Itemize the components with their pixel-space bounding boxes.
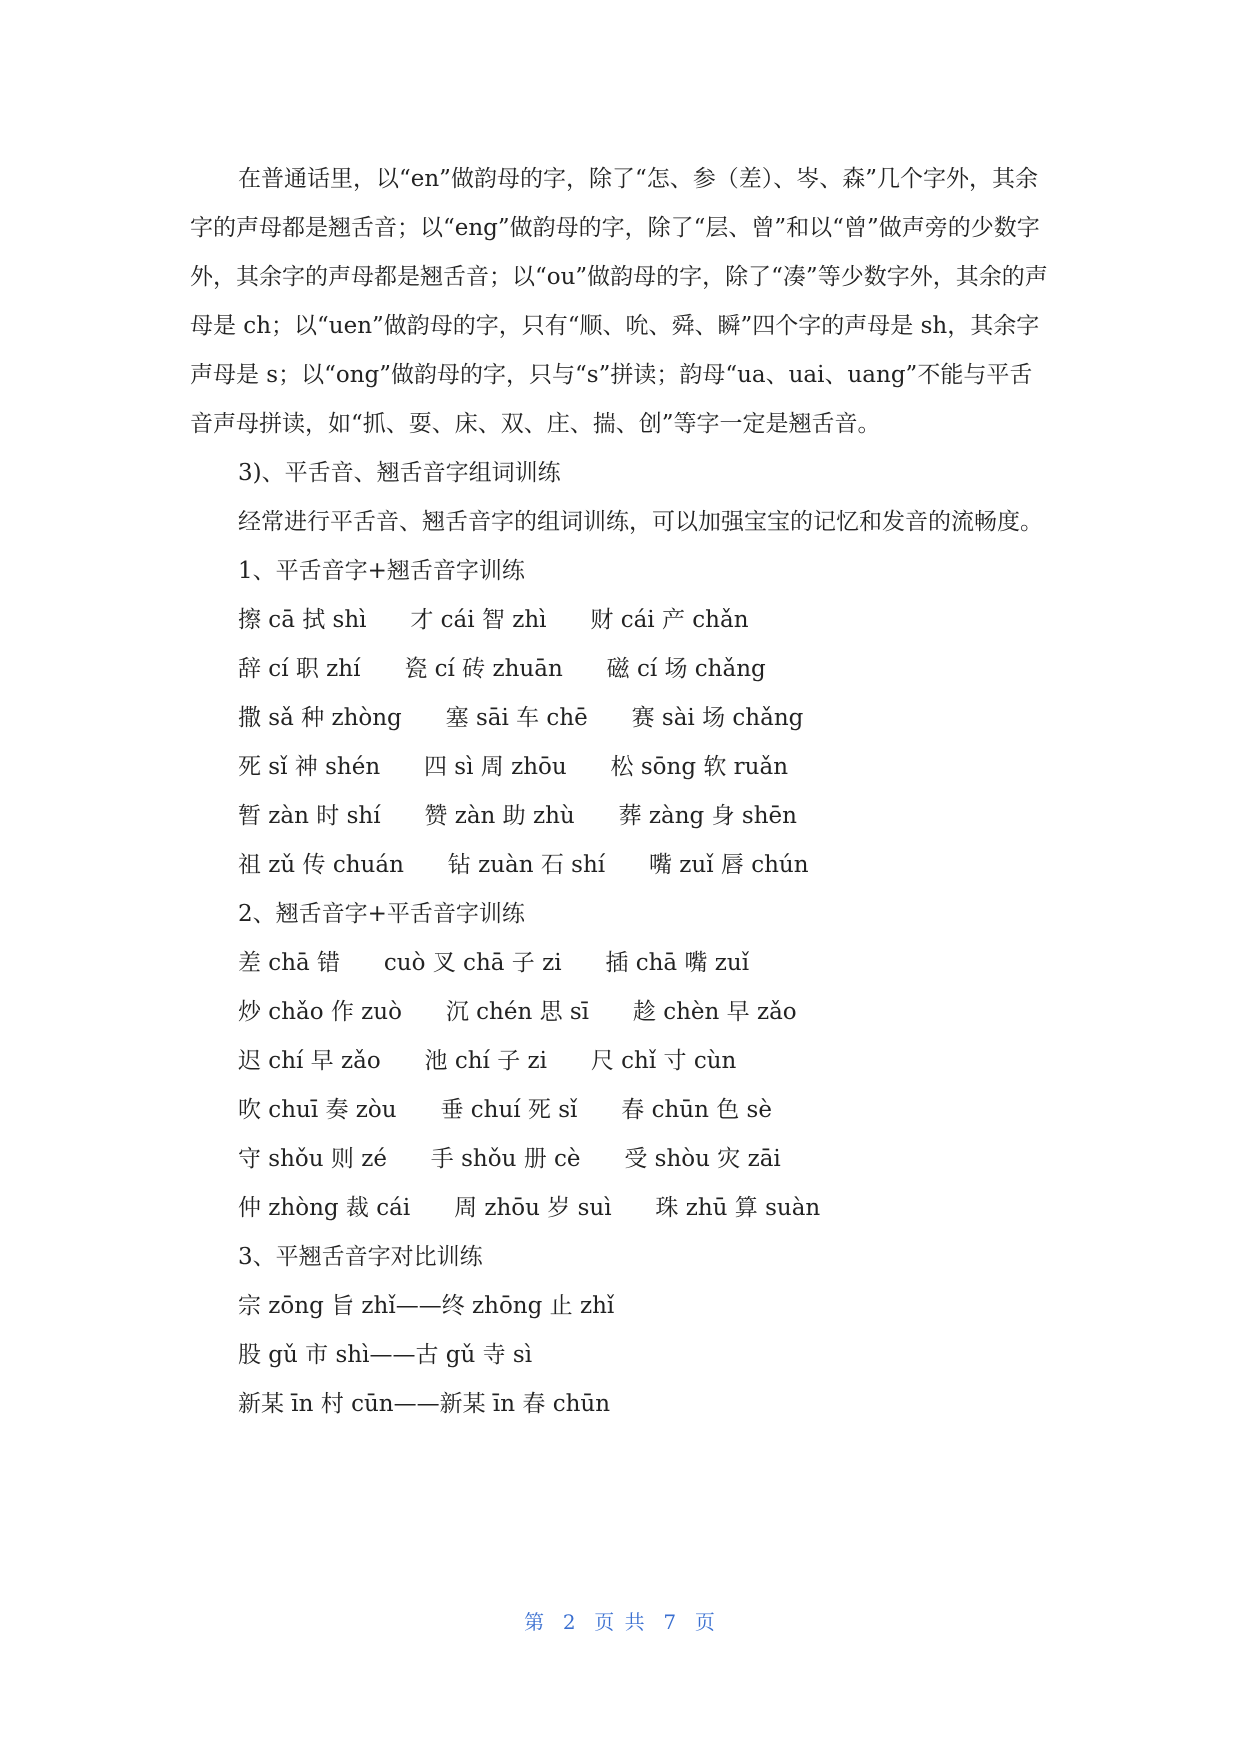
section-paragraph: 经常进行平舌音、翘舌音字的组词训练，可以加强宝宝的记忆和发音的流畅度。 [238, 509, 1043, 535]
exercise2-row: 炒 chǎo 作 zuò 沉 chén 思 sī 趁 chèn 早 zǎo [238, 999, 797, 1025]
exercise1-row: 暂 zàn 时 shí 赞 zàn 助 zhù 葬 zàng 身 shēn [238, 803, 797, 829]
exercise1-row: 辞 cí 职 zhí 瓷 cí 砖 zhuān 磁 cí 场 chǎng [238, 656, 766, 682]
exercise1-row: 撒 sǎ 种 zhòng 塞 sāi 车 chē 赛 sài 场 chǎng [238, 705, 804, 731]
exercise2-row: 差 chā 错 cuò 叉 chā 子 zi 插 chā 嘴 zuǐ [238, 950, 750, 976]
exercise2-row: 仲 zhòng 裁 cái 周 zhōu 岁 suì 珠 zhū 算 suàn [238, 1195, 821, 1221]
exercise2-heading: 2、翘舌音字+平舌音字训练 [238, 901, 525, 927]
exercise1-row: 死 sǐ 神 shén 四 sì 周 zhōu 松 sōng 软 ruǎn [238, 754, 789, 780]
page-number-footer: 第 2 页 共 7 页 [524, 1610, 717, 1634]
exercise1-heading: 1、平舌音字+翘舌音字训练 [238, 558, 525, 584]
exercise2-row: 守 shǒu 则 zé 手 shǒu 册 cè 受 shòu 灾 zāi [238, 1146, 781, 1172]
exercise3-row: 股 gǔ 市 shì——古 gǔ 寺 sì [238, 1342, 533, 1368]
section-heading: 3)、平舌音、翘舌音字组词训练 [238, 460, 561, 486]
exercise2-row: 迟 chí 早 zǎo 池 chí 子 zi 尺 chǐ 寸 cùn [238, 1048, 737, 1074]
exercise3-row: 新某 īn 村 cūn——新某 īn 春 chūn [238, 1391, 611, 1417]
document-body [190, 155, 1055, 1429]
exercise1-row: 祖 zǔ 传 chuán 钻 zuàn 石 shí 嘴 zuǐ 唇 chún [238, 852, 809, 878]
exercise3-row: 宗 zōng 旨 zhǐ——终 zhōng 止 zhǐ [238, 1293, 615, 1319]
intro-paragraph: 在普通话里，以“en”做韵母的字，除了“怎、参（差）、岑、森”几个字外，其余字的声母都是翘舌音；以“eng”做韵母的字，除了“层、曾”和以“曾”做声旁的少数字外，其余字的声母都是翘舌音；以“ou”做韵母的字，除了“凑”等少数字外，其余的声母是 ch；以“uen”做韵母的字，只有“顺、吮、舜、瞬”四个字的声母是 sh，其余字声母是 s；以“ong”做韵母的字，只与“s”拼读；韵母“ua、uai、uang”不能与平舌音声母拼读，如“抓、耍、床、双、庄、揣、创”等字一定是翘舌音。 [190, 166, 1048, 437]
exercise2-row: 吹 chuī 奏 zòu 垂 chuí 死 sǐ 春 chūn 色 sè [238, 1097, 772, 1123]
exercise1-row: 擦 cā 拭 shì 才 cái 智 zhì 财 cái 产 chǎn [238, 607, 749, 633]
exercise3-heading: 3、平翘舌音字对比训练 [238, 1244, 483, 1270]
